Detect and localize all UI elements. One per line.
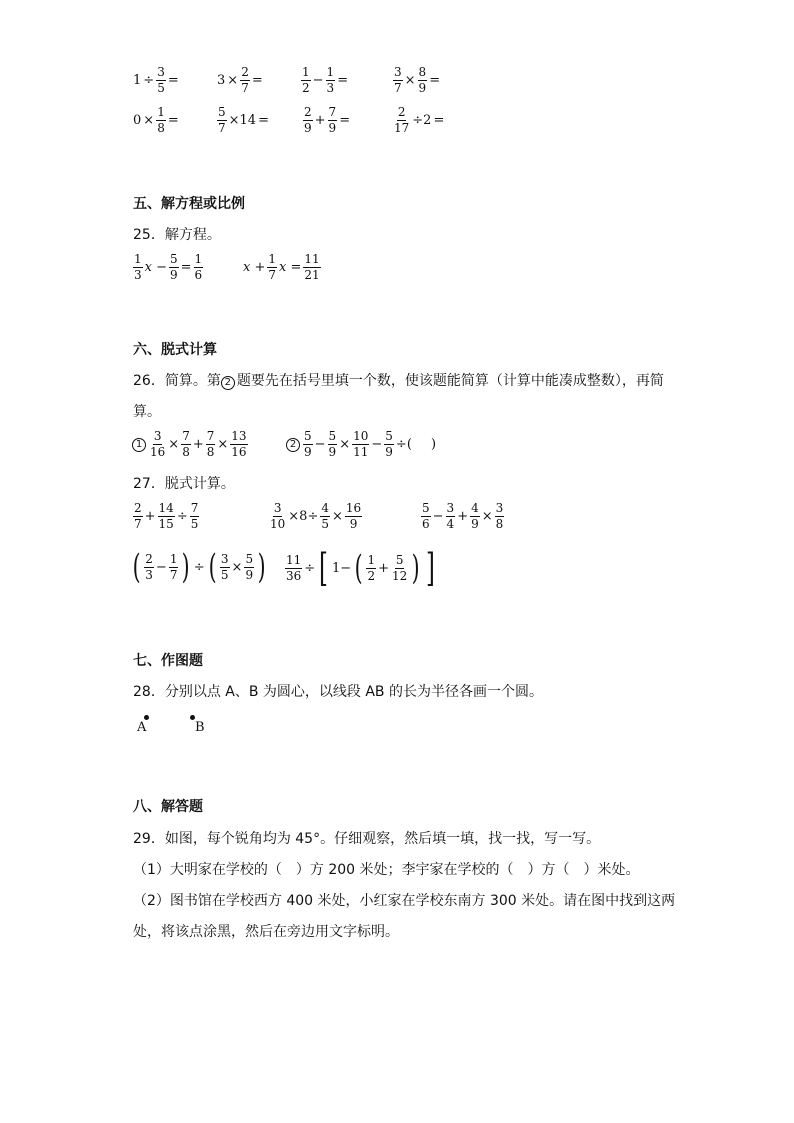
fraction: $\frac{5}{9}$ [170, 252, 178, 282]
answer-blank[interactable]: ) [413, 437, 437, 452]
calc-r2-e1: 0 × $\frac{1}{8}$ = [133, 105, 179, 135]
fraction: $\frac{2}{7}$ [241, 65, 249, 95]
fraction: $\frac{5}{9}$ [328, 429, 337, 459]
fraction: $\frac{1}{7}$ [268, 252, 276, 282]
fraction: $\frac{10}{11}$ [353, 429, 369, 459]
question-26-line-1: 26．简算。第 2 题要先在括号里填一个数，使该题能简算（计算中能凑成整数），再简 [133, 373, 664, 389]
fraction: $\frac{5}{9}$ [304, 429, 312, 459]
fraction: $\frac{16}{9}$ [345, 501, 362, 531]
step-calc-1: $\frac{2}{7}$ + $\frac{14}{15}$ ÷ $\frac{7}{5}$ [134, 501, 199, 531]
fraction: $\frac{1}{7}$ [169, 551, 178, 582]
fraction: $\frac{3}{10}$ [270, 501, 286, 531]
fraction: $\frac{3}{4}$ [446, 501, 455, 531]
simplify-2: 2 $\frac{5}{9}$ − $\frac{5}{9}$ × $\frac{10}{11}$ − $\frac{5}{9}$ ÷( ) [286, 430, 437, 459]
question-25: 25．解方程。 [133, 227, 221, 243]
calc-r1-e3: $\frac{1}{2}$ − $\frac{1}{3}$ = [302, 65, 349, 95]
step-calc-2: $\frac{3}{10}$ ×8÷ $\frac{4}{5}$ × $\frac{16}{9}$ [270, 501, 362, 531]
fraction: $\frac{7}{9}$ [328, 105, 337, 135]
calc-r1-e1: 1 ÷ $\frac{3}{5}$ = [133, 65, 179, 95]
fraction: $\frac{7}{8}$ [206, 429, 215, 459]
fraction: $\frac{1}{3}$ [326, 65, 335, 95]
fraction: $\frac{14}{15}$ [158, 501, 174, 531]
fraction: $\frac{1}{6}$ [194, 252, 203, 282]
calc-r2-e3: $\frac{2}{9}$ + $\frac{7}{9}$ = [304, 105, 351, 135]
fraction: $\frac{1}{2}$ [367, 552, 376, 583]
question-26-line-2: 算。 [133, 404, 161, 420]
calc-r1-e2: 3 × $\frac{2}{7}$ = [217, 65, 263, 95]
equation-1: $\frac{1}{3}$ x − $\frac{5}{9}$ = $\frac{1}{6}$ [134, 252, 203, 282]
section-6-title: 六、脱式计算 [133, 342, 217, 358]
fraction: $\frac{3}{7}$ [394, 65, 402, 95]
fraction: $\frac{5}{6}$ [422, 501, 430, 531]
question-29-part-2-line-2: 处，将该点涂黑，然后在旁边用文字标明。 [133, 924, 399, 940]
fraction: $\frac{1}{2}$ [302, 65, 310, 95]
fraction: $\frac{13}{16}$ [231, 429, 247, 459]
question-29: 29．如图，每个锐角均为 45°。仔细观察，然后填一填，找一找，写一写。 [133, 831, 601, 847]
fraction: $\frac{5}{12}$ [392, 552, 408, 583]
circled-number: 2 [286, 438, 300, 452]
fraction: $\frac{3}{16}$ [150, 429, 166, 459]
fraction: $\frac{11}{36}$ [286, 552, 302, 583]
circled-number: 2 [221, 376, 235, 390]
fraction: $\frac{3}{5}$ [220, 551, 229, 582]
section-8-title: 八、解答题 [133, 799, 203, 815]
fraction: $\frac{4}{5}$ [321, 501, 329, 531]
equation-2: x + $\frac{1}{7}$ x = $\frac{11}{21}$ [243, 252, 320, 282]
question-29-part-2-line-1: （2）图书馆在学校西方 400 米处，小红家在学校东南方 300 米处。请在图中找到这两 [133, 893, 676, 909]
fraction: $\frac{3}{8}$ [495, 501, 504, 531]
simplify-1: 1 $\frac{3}{16}$ × $\frac{7}{8}$ + $\frac{7}{8}$ × $\frac{13}{16}$ [132, 430, 249, 459]
step-calc-4: ( $\frac{2}{3}$ − $\frac{1}{7}$ ) ÷ ( $\frac{3}{5}$ × $\frac{5}{9}$ ) [132, 547, 266, 587]
fraction: $\frac{2}{7}$ [134, 501, 142, 531]
circled-number: 1 [132, 438, 146, 452]
calc-r1-e4: $\frac{3}{7}$ × $\frac{8}{9}$ = [394, 65, 441, 95]
step-calc-3: $\frac{5}{6}$ − $\frac{3}{4}$ + $\frac{4}{9}$ × $\frac{3}{8}$ [422, 501, 504, 531]
fraction: $\frac{1}{8}$ [157, 105, 165, 135]
question-27: 27．脱式计算。 [133, 476, 235, 492]
calc-r2-e4: $\frac{2}{17}$ ÷2 = [394, 105, 445, 135]
fraction: $\frac{4}{9}$ [471, 501, 479, 531]
fraction: $\frac{1}{3}$ [134, 252, 142, 282]
question-29-part-1: （1）大明家在学校的（ ）方 200 米处；李宇家在学校的（ ）方（ ）米处。 [133, 862, 640, 878]
calc-r2-e2: $\frac{5}{7}$ ×14 = [218, 105, 269, 135]
fraction: $\frac{8}{9}$ [418, 65, 427, 95]
fraction: $\frac{7}{8}$ [182, 429, 190, 459]
fraction: $\frac{2}{9}$ [304, 105, 312, 135]
section-7-title: 七、作图题 [133, 653, 203, 669]
fraction: $\frac{2}{17}$ [394, 105, 410, 135]
step-calc-5: $\frac{11}{36}$ ÷ [ 1− ( $\frac{1}{2}$ + $\frac{5}{12}$ ) ] [286, 546, 435, 590]
fraction: $\frac{5}{9}$ [385, 429, 393, 459]
fraction: $\frac{11}{21}$ [304, 252, 320, 282]
point-a-label: A [137, 720, 147, 735]
section-5-title: 五、解方程或比例 [133, 196, 245, 212]
fraction: $\frac{5}{9}$ [245, 551, 254, 582]
fraction: $\frac{3}{5}$ [157, 65, 165, 95]
question-28: 28．分别以点 A、B 为圆心，以线段 AB 的长为半径各画一个圆。 [133, 684, 543, 700]
point-b-label: B [195, 720, 205, 735]
fraction: $\frac{7}{5}$ [190, 501, 199, 531]
fraction: $\frac{2}{3}$ [145, 551, 153, 582]
fraction: $\frac{5}{7}$ [218, 105, 226, 135]
